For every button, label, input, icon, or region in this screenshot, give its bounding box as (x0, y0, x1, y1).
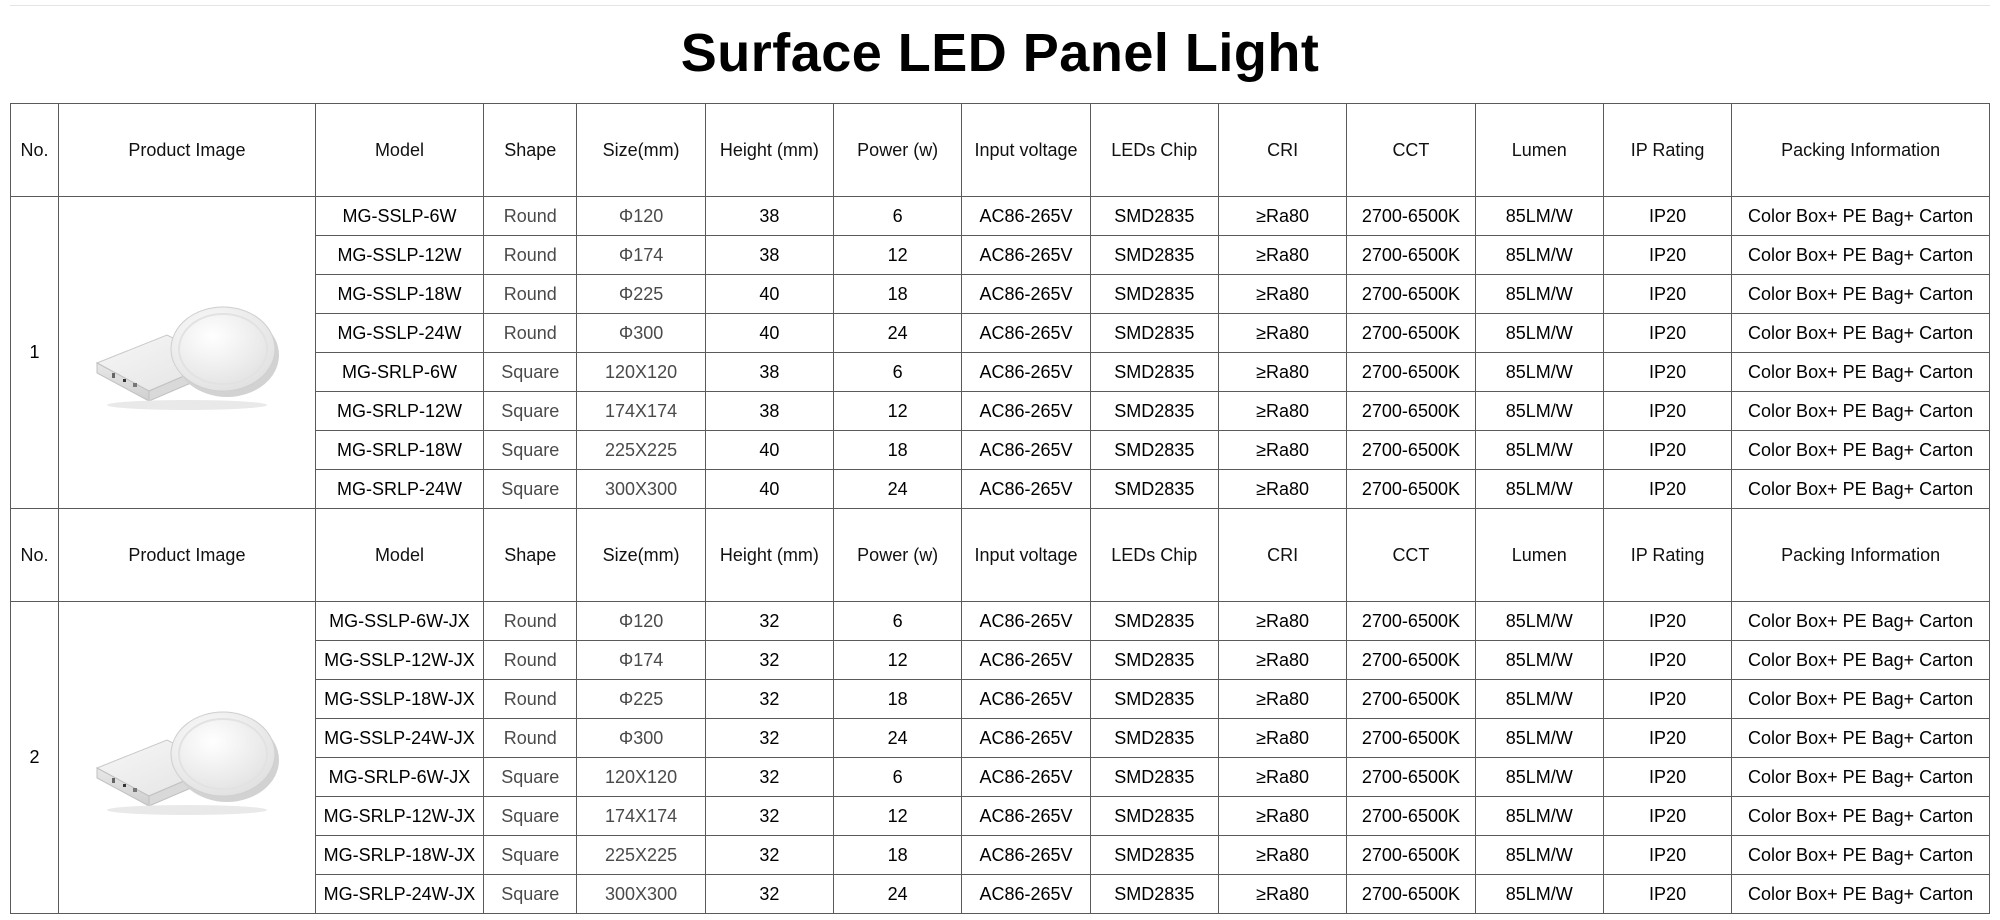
cell-power: 6 (834, 758, 962, 797)
header-lumen: Lumen (1475, 509, 1603, 602)
header-cct: CCT (1347, 509, 1475, 602)
cell-model: MG-SSLP-18W (315, 275, 483, 314)
cell-size: 120X120 (577, 353, 705, 392)
cell-power: 12 (834, 797, 962, 836)
cell-cct: 2700-6500K (1347, 602, 1475, 641)
cell-model: MG-SRLP-24W-JX (315, 875, 483, 914)
header-ip-rating: IP Rating (1603, 104, 1731, 197)
header-shape: Shape (484, 509, 577, 602)
cell-ip-rating: IP20 (1603, 431, 1731, 470)
cell-power: 12 (834, 641, 962, 680)
cell-power: 12 (834, 392, 962, 431)
cell-lumen: 85LM/W (1475, 797, 1603, 836)
cell-model: MG-SSLP-12W-JX (315, 641, 483, 680)
title-row (10, 5, 1990, 104)
cell-ip-rating: IP20 (1603, 641, 1731, 680)
cell-cct: 2700-6500K (1347, 797, 1475, 836)
cell-ip-rating: IP20 (1603, 875, 1731, 914)
header-input-voltage: Input voltage (962, 104, 1090, 197)
cell-height: 32 (705, 602, 833, 641)
cell-packing-information: Color Box+ PE Bag+ Carton (1732, 392, 1990, 431)
header-power: Power (w) (834, 509, 962, 602)
header-cct: CCT (1347, 104, 1475, 197)
cell-input-voltage: AC86-265V (962, 680, 1090, 719)
cell-power: 24 (834, 719, 962, 758)
cell-cri: ≥Ra80 (1218, 392, 1346, 431)
cell-input-voltage: AC86-265V (962, 314, 1090, 353)
cell-leds-chip: SMD2835 (1090, 797, 1218, 836)
table-row (11, 197, 1990, 236)
cell-height: 40 (705, 470, 833, 509)
cell-packing-information: Color Box+ PE Bag+ Carton (1732, 758, 1990, 797)
cell-lumen: 85LM/W (1475, 353, 1603, 392)
cell-model: MG-SSLP-6W (315, 197, 483, 236)
cell-lumen: 85LM/W (1475, 719, 1603, 758)
cell-lumen: 85LM/W (1475, 758, 1603, 797)
cell-height: 32 (705, 875, 833, 914)
header-cri: CRI (1218, 104, 1346, 197)
cell-packing-information: Color Box+ PE Bag+ Carton (1732, 602, 1990, 641)
cell-power: 6 (834, 353, 962, 392)
cell-size: 300X300 (577, 470, 705, 509)
cell-power: 6 (834, 197, 962, 236)
product-image-cell (59, 602, 316, 914)
cell-input-voltage: AC86-265V (962, 875, 1090, 914)
cell-shape: Round (484, 197, 577, 236)
header-height: Height (mm) (705, 104, 833, 197)
cell-size: 225X225 (577, 836, 705, 875)
cell-size: Φ300 (577, 719, 705, 758)
cell-input-voltage: AC86-265V (962, 797, 1090, 836)
cell-model: MG-SRLP-6W-JX (315, 758, 483, 797)
cell-power: 24 (834, 314, 962, 353)
cell-model: MG-SRLP-6W (315, 353, 483, 392)
cell-ip-rating: IP20 (1603, 602, 1731, 641)
cell-power: 18 (834, 680, 962, 719)
header-input-voltage: Input voltage (962, 509, 1090, 602)
spec-sheet (10, 5, 1990, 915)
cell-lumen: 85LM/W (1475, 431, 1603, 470)
cell-size: Φ300 (577, 314, 705, 353)
cell-height: 32 (705, 719, 833, 758)
table-body (11, 104, 1990, 914)
cell-cct: 2700-6500K (1347, 353, 1475, 392)
cell-cct: 2700-6500K (1347, 314, 1475, 353)
cell-input-voltage: AC86-265V (962, 758, 1090, 797)
group-number: 2 (11, 602, 59, 914)
header-lumen: Lumen (1475, 104, 1603, 197)
cell-size: Φ225 (577, 275, 705, 314)
cell-power: 18 (834, 431, 962, 470)
product-photo-image (87, 293, 287, 413)
header-cri: CRI (1218, 509, 1346, 602)
cell-cct: 2700-6500K (1347, 236, 1475, 275)
cell-size: Φ174 (577, 236, 705, 275)
cell-packing-information: Color Box+ PE Bag+ Carton (1732, 236, 1990, 275)
cell-leds-chip: SMD2835 (1090, 431, 1218, 470)
cell-power: 6 (834, 602, 962, 641)
cell-leds-chip: SMD2835 (1090, 680, 1218, 719)
cell-cct: 2700-6500K (1347, 275, 1475, 314)
cell-size: 174X174 (577, 797, 705, 836)
cell-cct: 2700-6500K (1347, 641, 1475, 680)
cell-packing-information: Color Box+ PE Bag+ Carton (1732, 641, 1990, 680)
product-image (59, 602, 315, 913)
cell-size: Φ225 (577, 680, 705, 719)
cell-leds-chip: SMD2835 (1090, 314, 1218, 353)
header-packing-information: Packing Information (1732, 104, 1990, 197)
cell-cri: ≥Ra80 (1218, 797, 1346, 836)
cell-ip-rating: IP20 (1603, 719, 1731, 758)
header-shape: Shape (484, 104, 577, 197)
cell-input-voltage: AC86-265V (962, 719, 1090, 758)
cell-model: MG-SSLP-24W-JX (315, 719, 483, 758)
cell-shape: Square (484, 470, 577, 509)
cell-leds-chip: SMD2835 (1090, 392, 1218, 431)
cell-model: MG-SRLP-12W-JX (315, 797, 483, 836)
cell-model: MG-SSLP-24W (315, 314, 483, 353)
cell-cri: ≥Ra80 (1218, 641, 1346, 680)
cell-shape: Square (484, 875, 577, 914)
header-product-image: Product Image (59, 509, 316, 602)
cell-height: 32 (705, 836, 833, 875)
cell-ip-rating: IP20 (1603, 275, 1731, 314)
cell-model: MG-SRLP-24W (315, 470, 483, 509)
cell-height: 32 (705, 641, 833, 680)
cell-cct: 2700-6500K (1347, 392, 1475, 431)
cell-lumen: 85LM/W (1475, 197, 1603, 236)
cell-ip-rating: IP20 (1603, 758, 1731, 797)
cell-shape: Round (484, 719, 577, 758)
cell-shape: Round (484, 236, 577, 275)
cell-packing-information: Color Box+ PE Bag+ Carton (1732, 431, 1990, 470)
cell-height: 32 (705, 680, 833, 719)
cell-size: 225X225 (577, 431, 705, 470)
header-leds-chip: LEDs Chip (1090, 509, 1218, 602)
cell-packing-information: Color Box+ PE Bag+ Carton (1732, 470, 1990, 509)
header-power: Power (w) (834, 104, 962, 197)
cell-height: 40 (705, 314, 833, 353)
cell-lumen: 85LM/W (1475, 470, 1603, 509)
cell-packing-information: Color Box+ PE Bag+ Carton (1732, 197, 1990, 236)
cell-input-voltage: AC86-265V (962, 275, 1090, 314)
cell-leds-chip: SMD2835 (1090, 236, 1218, 275)
cell-cri: ≥Ra80 (1218, 353, 1346, 392)
cell-height: 40 (705, 275, 833, 314)
cell-cri: ≥Ra80 (1218, 197, 1346, 236)
cell-cct: 2700-6500K (1347, 431, 1475, 470)
header-no: No. (11, 104, 59, 197)
cell-shape: Round (484, 314, 577, 353)
cell-packing-information: Color Box+ PE Bag+ Carton (1732, 719, 1990, 758)
cell-lumen: 85LM/W (1475, 236, 1603, 275)
cell-size: Φ120 (577, 602, 705, 641)
cell-height: 38 (705, 236, 833, 275)
cell-shape: Round (484, 275, 577, 314)
cell-model: MG-SSLP-6W-JX (315, 602, 483, 641)
header-row (11, 509, 1990, 602)
cell-input-voltage: AC86-265V (962, 392, 1090, 431)
cell-leds-chip: SMD2835 (1090, 758, 1218, 797)
cell-height: 38 (705, 353, 833, 392)
cell-power: 18 (834, 275, 962, 314)
cell-leds-chip: SMD2835 (1090, 353, 1218, 392)
cell-lumen: 85LM/W (1475, 602, 1603, 641)
cell-input-voltage: AC86-265V (962, 236, 1090, 275)
cell-cri: ≥Ra80 (1218, 719, 1346, 758)
cell-shape: Square (484, 431, 577, 470)
header-model: Model (315, 509, 483, 602)
cell-leds-chip: SMD2835 (1090, 197, 1218, 236)
header-no: No. (11, 509, 59, 602)
cell-size: Φ120 (577, 197, 705, 236)
cell-cri: ≥Ra80 (1218, 470, 1346, 509)
header-row (11, 104, 1990, 197)
cell-size: 174X174 (577, 392, 705, 431)
cell-cri: ≥Ra80 (1218, 275, 1346, 314)
cell-shape: Round (484, 641, 577, 680)
cell-height: 32 (705, 758, 833, 797)
header-leds-chip: LEDs Chip (1090, 104, 1218, 197)
header-ip-rating: IP Rating (1603, 509, 1731, 602)
cell-cri: ≥Ra80 (1218, 680, 1346, 719)
product-image-cell (59, 197, 316, 509)
header-size: Size(mm) (577, 509, 705, 602)
cell-lumen: 85LM/W (1475, 275, 1603, 314)
cell-lumen: 85LM/W (1475, 836, 1603, 875)
cell-ip-rating: IP20 (1603, 680, 1731, 719)
cell-lumen: 85LM/W (1475, 392, 1603, 431)
cell-leds-chip: SMD2835 (1090, 719, 1218, 758)
cell-packing-information: Color Box+ PE Bag+ Carton (1732, 275, 1990, 314)
cell-power: 12 (834, 236, 962, 275)
cell-height: 38 (705, 392, 833, 431)
header-model: Model (315, 104, 483, 197)
cell-shape: Square (484, 392, 577, 431)
cell-input-voltage: AC86-265V (962, 431, 1090, 470)
cell-shape: Round (484, 680, 577, 719)
cell-cri: ≥Ra80 (1218, 236, 1346, 275)
cell-cri: ≥Ra80 (1218, 431, 1346, 470)
cell-cct: 2700-6500K (1347, 197, 1475, 236)
cell-shape: Square (484, 353, 577, 392)
cell-input-voltage: AC86-265V (962, 836, 1090, 875)
cell-input-voltage: AC86-265V (962, 197, 1090, 236)
cell-packing-information: Color Box+ PE Bag+ Carton (1732, 875, 1990, 914)
cell-cri: ≥Ra80 (1218, 314, 1346, 353)
cell-cri: ≥Ra80 (1218, 875, 1346, 914)
header-height: Height (mm) (705, 509, 833, 602)
cell-ip-rating: IP20 (1603, 392, 1731, 431)
header-product-image: Product Image (59, 104, 316, 197)
cell-input-voltage: AC86-265V (962, 470, 1090, 509)
cell-height: 40 (705, 431, 833, 470)
cell-lumen: 85LM/W (1475, 680, 1603, 719)
cell-input-voltage: AC86-265V (962, 602, 1090, 641)
header-packing-information: Packing Information (1732, 509, 1990, 602)
cell-shape: Square (484, 836, 577, 875)
cell-ip-rating: IP20 (1603, 236, 1731, 275)
cell-model: MG-SRLP-12W (315, 392, 483, 431)
cell-leds-chip: SMD2835 (1090, 641, 1218, 680)
cell-height: 32 (705, 797, 833, 836)
table-row (11, 602, 1990, 641)
group-number: 1 (11, 197, 59, 509)
product-photo-image (87, 698, 287, 818)
cell-power: 24 (834, 470, 962, 509)
page-title: Surface LED Panel Light (680, 23, 1320, 83)
cell-packing-information: Color Box+ PE Bag+ Carton (1732, 797, 1990, 836)
cell-packing-information: Color Box+ PE Bag+ Carton (1732, 314, 1990, 353)
spec-table (10, 103, 1990, 914)
cell-cct: 2700-6500K (1347, 836, 1475, 875)
cell-lumen: 85LM/W (1475, 314, 1603, 353)
cell-lumen: 85LM/W (1475, 641, 1603, 680)
cell-shape: Square (484, 797, 577, 836)
header-size: Size(mm) (577, 104, 705, 197)
cell-size: 120X120 (577, 758, 705, 797)
product-image (59, 197, 315, 508)
cell-height: 38 (705, 197, 833, 236)
cell-shape: Square (484, 758, 577, 797)
cell-model: MG-SRLP-18W-JX (315, 836, 483, 875)
cell-cri: ≥Ra80 (1218, 836, 1346, 875)
cell-shape: Round (484, 602, 577, 641)
cell-ip-rating: IP20 (1603, 797, 1731, 836)
cell-ip-rating: IP20 (1603, 836, 1731, 875)
cell-cct: 2700-6500K (1347, 875, 1475, 914)
cell-cct: 2700-6500K (1347, 758, 1475, 797)
cell-leds-chip: SMD2835 (1090, 875, 1218, 914)
cell-model: MG-SSLP-12W (315, 236, 483, 275)
cell-power: 24 (834, 875, 962, 914)
cell-packing-information: Color Box+ PE Bag+ Carton (1732, 680, 1990, 719)
cell-size: 300X300 (577, 875, 705, 914)
cell-model: MG-SRLP-18W (315, 431, 483, 470)
cell-size: Φ174 (577, 641, 705, 680)
cell-cct: 2700-6500K (1347, 719, 1475, 758)
cell-leds-chip: SMD2835 (1090, 602, 1218, 641)
cell-lumen: 85LM/W (1475, 875, 1603, 914)
cell-leds-chip: SMD2835 (1090, 470, 1218, 509)
cell-packing-information: Color Box+ PE Bag+ Carton (1732, 353, 1990, 392)
cell-leds-chip: SMD2835 (1090, 836, 1218, 875)
cell-cri: ≥Ra80 (1218, 602, 1346, 641)
cell-leds-chip: SMD2835 (1090, 275, 1218, 314)
cell-power: 18 (834, 836, 962, 875)
cell-input-voltage: AC86-265V (962, 641, 1090, 680)
cell-model: MG-SSLP-18W-JX (315, 680, 483, 719)
cell-cri: ≥Ra80 (1218, 758, 1346, 797)
cell-ip-rating: IP20 (1603, 470, 1731, 509)
cell-cct: 2700-6500K (1347, 470, 1475, 509)
cell-ip-rating: IP20 (1603, 353, 1731, 392)
cell-ip-rating: IP20 (1603, 197, 1731, 236)
cell-cct: 2700-6500K (1347, 680, 1475, 719)
cell-ip-rating: IP20 (1603, 314, 1731, 353)
cell-packing-information: Color Box+ PE Bag+ Carton (1732, 836, 1990, 875)
cell-input-voltage: AC86-265V (962, 353, 1090, 392)
